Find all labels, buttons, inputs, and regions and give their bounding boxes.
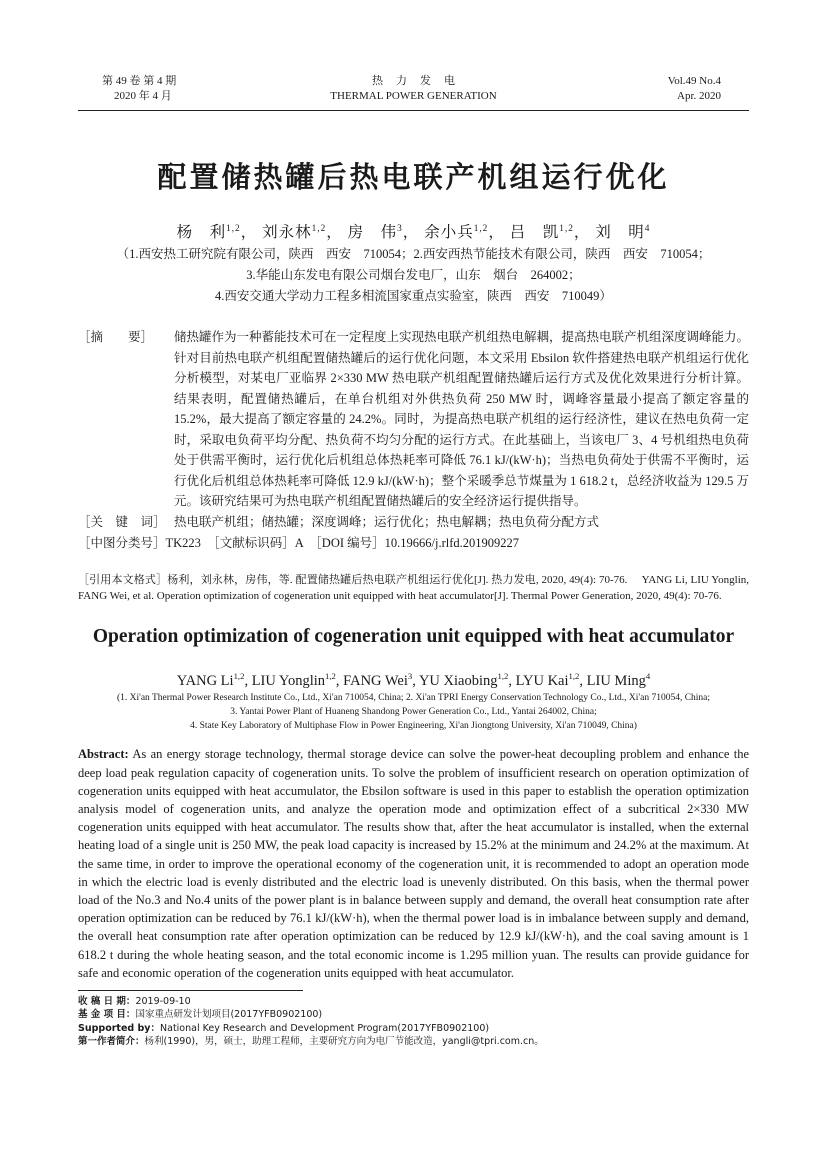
doc-code-value: A — [294, 535, 304, 550]
footnote-rule — [78, 990, 303, 991]
fund-value: 国家重点研发计划项目(2017YFB0902100) — [135, 1009, 323, 1021]
paper-title-en: Operation optimization of cogeneration unit equipped with heat accumulator — [92, 625, 735, 647]
author-name-en: YANG Li — [176, 672, 234, 689]
abstract-cn-block — [78, 327, 749, 554]
first-author-label: 第一作者简介： — [78, 1036, 145, 1048]
paper-page — [78, 74, 749, 1049]
affiliation-line-en: 3. Yantai Power Plant of Huaneng Shandong Power Generation Co., Ltd., Yantai 264002, China; — [230, 707, 597, 718]
running-header — [78, 74, 749, 110]
author-list-cn: 杨 利$^{1,2}$， 刘永林$^{1,2}$， 房 伟$^3$， 余小兵$^{1,2}$， 吕 凯$^{1,2}$， 刘 明$^4$ — [176, 223, 651, 241]
abstract-cn — [78, 327, 749, 512]
author-affiliation-mark: 1,2 — [497, 670, 509, 681]
header-journal-cn: 热力发电 — [372, 75, 468, 87]
footnote-received — [78, 995, 749, 1009]
author-affiliation-mark: 4 — [645, 670, 651, 681]
header-journal-en: THERMAL POWER GENERATION — [330, 90, 497, 102]
author-name: 吕 凯 — [509, 224, 560, 241]
author-name: 余小兵 — [424, 224, 474, 241]
author-name: 房 伟 — [347, 224, 398, 241]
classification-line — [78, 533, 749, 554]
author-name-en: LIU Yonglin — [251, 672, 326, 689]
keywords-cn-label: ［关 键 词］ — [78, 514, 166, 529]
citation-format — [78, 572, 749, 604]
paper-title-cn: 配置储热罐后热电联产机组运行优化 — [157, 160, 670, 194]
header-date-cn: 2020 年 4 月 — [114, 90, 172, 102]
author-name: 杨 利 — [176, 224, 227, 241]
abstract-en-label: Abstract: — [78, 747, 129, 762]
first-author-value: 杨利(1990)，男，硕士，助理工程师，主要研究方向为电厂节能改造，yangli@tpri.com.cn。 — [144, 1036, 544, 1048]
affiliations-cn — [78, 244, 749, 307]
clc-value: TK223 — [165, 535, 201, 550]
abstract-cn-label: ［摘 要］ — [78, 330, 154, 344]
author-list-en: YANG Li$^{1,2}$, LIU Yonglin$^{1,2}$, FANG Wei$^3$, YU Xiaobing$^{1,2}$, LYU Kai$^{1,2}$, LIU Ming$^4$ — [176, 670, 651, 689]
citation-text: 杨利，刘永林，房伟，等. 配置储热罐后热电联产机组运行优化[J]. 热力发电, 2020, 49(4): 70-76. YANG Li, LIU Yonglin, FANG Wei, et al. Operation optimization of cogeneration unit equipped with heat accumulator[J]. Thermal Power Generation, 2020, 49(4): 70-76. — [78, 573, 750, 602]
author-affiliation-mark: 3 — [397, 223, 403, 234]
header-rule — [78, 110, 749, 111]
author-affiliation-mark: 3 — [407, 670, 413, 681]
header-volume-en: Vol.49 No.4 — [667, 75, 721, 87]
affiliation-line-en: 4. State Key Laboratory of Multiphase Flow in Power Engineering, Xi'an Jiongtong University, Xi'an 710049, China) — [190, 721, 637, 732]
footnote-supported — [78, 1022, 749, 1036]
supported-value: National Key Research and Development Program(2017YFB0902100) — [160, 1022, 490, 1034]
footnote-fund — [78, 1008, 749, 1022]
author-name: 刘永林 — [262, 224, 312, 241]
affiliation-line: （1.西安热工研究院有限公司，陕西 西安 710054；2.西安西热节能技术有限公司，陕西 西安 710054； — [116, 247, 711, 261]
supported-label: Supported by： — [78, 1022, 161, 1034]
author-name-en: LYU Kai — [515, 672, 569, 689]
header-date-en: Apr. 2020 — [677, 90, 721, 102]
doi-label: ［DOI 编号］ — [309, 535, 385, 550]
affiliation-line: 4.西安交通大学动力工程多相流国家重点实验室，陕西 西安 710049） — [215, 289, 612, 303]
author-name: 刘 明 — [595, 224, 645, 241]
author-name-en: YU Xiaobing — [418, 672, 498, 689]
author-name-en: LIU Ming — [586, 672, 646, 689]
author-affiliation-mark: 1,2 — [568, 670, 580, 681]
author-affiliation-mark: 4 — [644, 223, 651, 234]
header-right — [668, 74, 721, 104]
clc-label: ［中图分类号］ — [78, 535, 166, 550]
doi-value[interactable]: 10.19666/j.rlfd.201909227 — [384, 535, 520, 550]
keywords-cn-text: 热电联产机组；储热罐；深度调峰；运行优化；热电解耦；热电负荷分配方式 — [174, 514, 600, 529]
header-center — [78, 74, 749, 104]
author-affiliation-mark: 1,2 — [559, 223, 574, 234]
affiliations-en — [78, 691, 749, 733]
author-affiliation-mark: 1,2 — [473, 223, 489, 234]
footnote-first-author — [78, 1035, 749, 1049]
header-volume-cn: 第 49 卷 第 4 期 — [102, 75, 177, 87]
affiliation-line-en: (1. Xi'an Thermal Power Research Institute Co., Ltd., Xi'an 710054, China; 2. Xi'an TPRI Energy Conservation Technology Co., Ltd., Xi'an 710054, China; — [116, 693, 711, 704]
footnotes — [78, 990, 749, 1049]
author-affiliation-mark: 1,2 — [325, 670, 336, 681]
affiliation-line: 3.华能山东发电有限公司烟台发电厂，山东 烟台 264002； — [246, 268, 581, 282]
abstract-cn-text: 储热罐作为一种蓄能技术可在一定程度上实现热电联产机组热电解耦，提高热电联产机组深度调峰能力。针对目前热电联产机组配置储热罐后的运行优化问题，本文采用 Ebsilon 软件搭建热电联产机组运行优化分析模型，对某电厂亚临界 2×330 MW 热电联产机组配置储热罐后运行方式及优化效果进行分析计算。结果表明，配置储热罐后，在单台机组对外供热负荷 250 MW 时，调峰容量最小提高了额定容量的 15.2%，最大提高了额定容量的 24.2%。同时，为提高热电联产机组的运行经济性，建议在热电负荷一定时，采取电负荷平均分配、热负荷不均匀分配的运行方式。在此基础上，当该电厂 3、4 号机组热电负荷处于供需平衡时，运行优化后机组总体热耗率可降低 76.1 kJ/(kW·h)；当热电负荷处于供需不平衡时，运行优化后机组总体热耗率可降低 12.9 kJ/(kW·h)；整个采暖季总节煤量为 1 618.2 t，总经济收益为 129.5 万元。该研究结果可为热电联产机组配置储热罐后的安全经济运行提供指导。 — [174, 330, 750, 508]
doc-code-label: ［文献标识码］ — [207, 535, 295, 550]
citation-label: ［引用本文格式］ — [78, 573, 168, 586]
received-value: 2019-09-10 — [135, 995, 191, 1007]
author-affiliation-mark: 1,2 — [233, 670, 245, 681]
author-affiliation-mark: 1,2 — [226, 223, 241, 234]
received-label: 收 稿 日 期： — [78, 995, 136, 1007]
author-name-en: FANG Wei — [343, 672, 408, 689]
abstract-en — [78, 745, 749, 982]
keywords-cn — [78, 512, 749, 533]
abstract-en-text: As an energy storage technology, thermal storage device can solve the power-heat decoupling problem and enhance the deep load peak regulation capacity of cogeneration units. To solve the problem of insufficient research on operation optimization of cogeneration units equipped with heat accumulator, the Ebsilon software is used in this paper to establish the operation optimization analysis model of cogeneration units, and analyze the operation mode and optimization effect of a subcritical 2×330 MW cogeneration units equipped with heat accumulator. The results show that, after the heat accumulator is installed, when the external heating load of a single unit is 250 MW, the peak load capacity is increased by 15.2% at the minimum and 24.2% at the maximum. At the same time, in order to improve the operational economy of the cogeneration unit, it is recommended to adopt an operation mode in which the electric load is evenly distributed and the electric load is unevenly distributed. On this basis, when the thermal power load of the No.3 and No.4 units of the power plant is in balance between supply and demand, the overall heat consumption rate after operation optimization can be reduced by 76.1 kJ/(kW·h), when the thermal power load is in imbalance between supply and demand, the overall heat consumption rate after operation optimization can be reduced by 12.9 kJ/(kW·h), and the coal saving amount is 1 618.2 t during the whole heating season, and the total economic income is 1.295 million yuan. The results can provide guidance for safe and economic operation of the cogeneration units equipped with heat accumulator. — [78, 747, 750, 980]
fund-label: 基 金 项 目： — [78, 1009, 136, 1021]
author-affiliation-mark: 1,2 — [311, 223, 327, 234]
